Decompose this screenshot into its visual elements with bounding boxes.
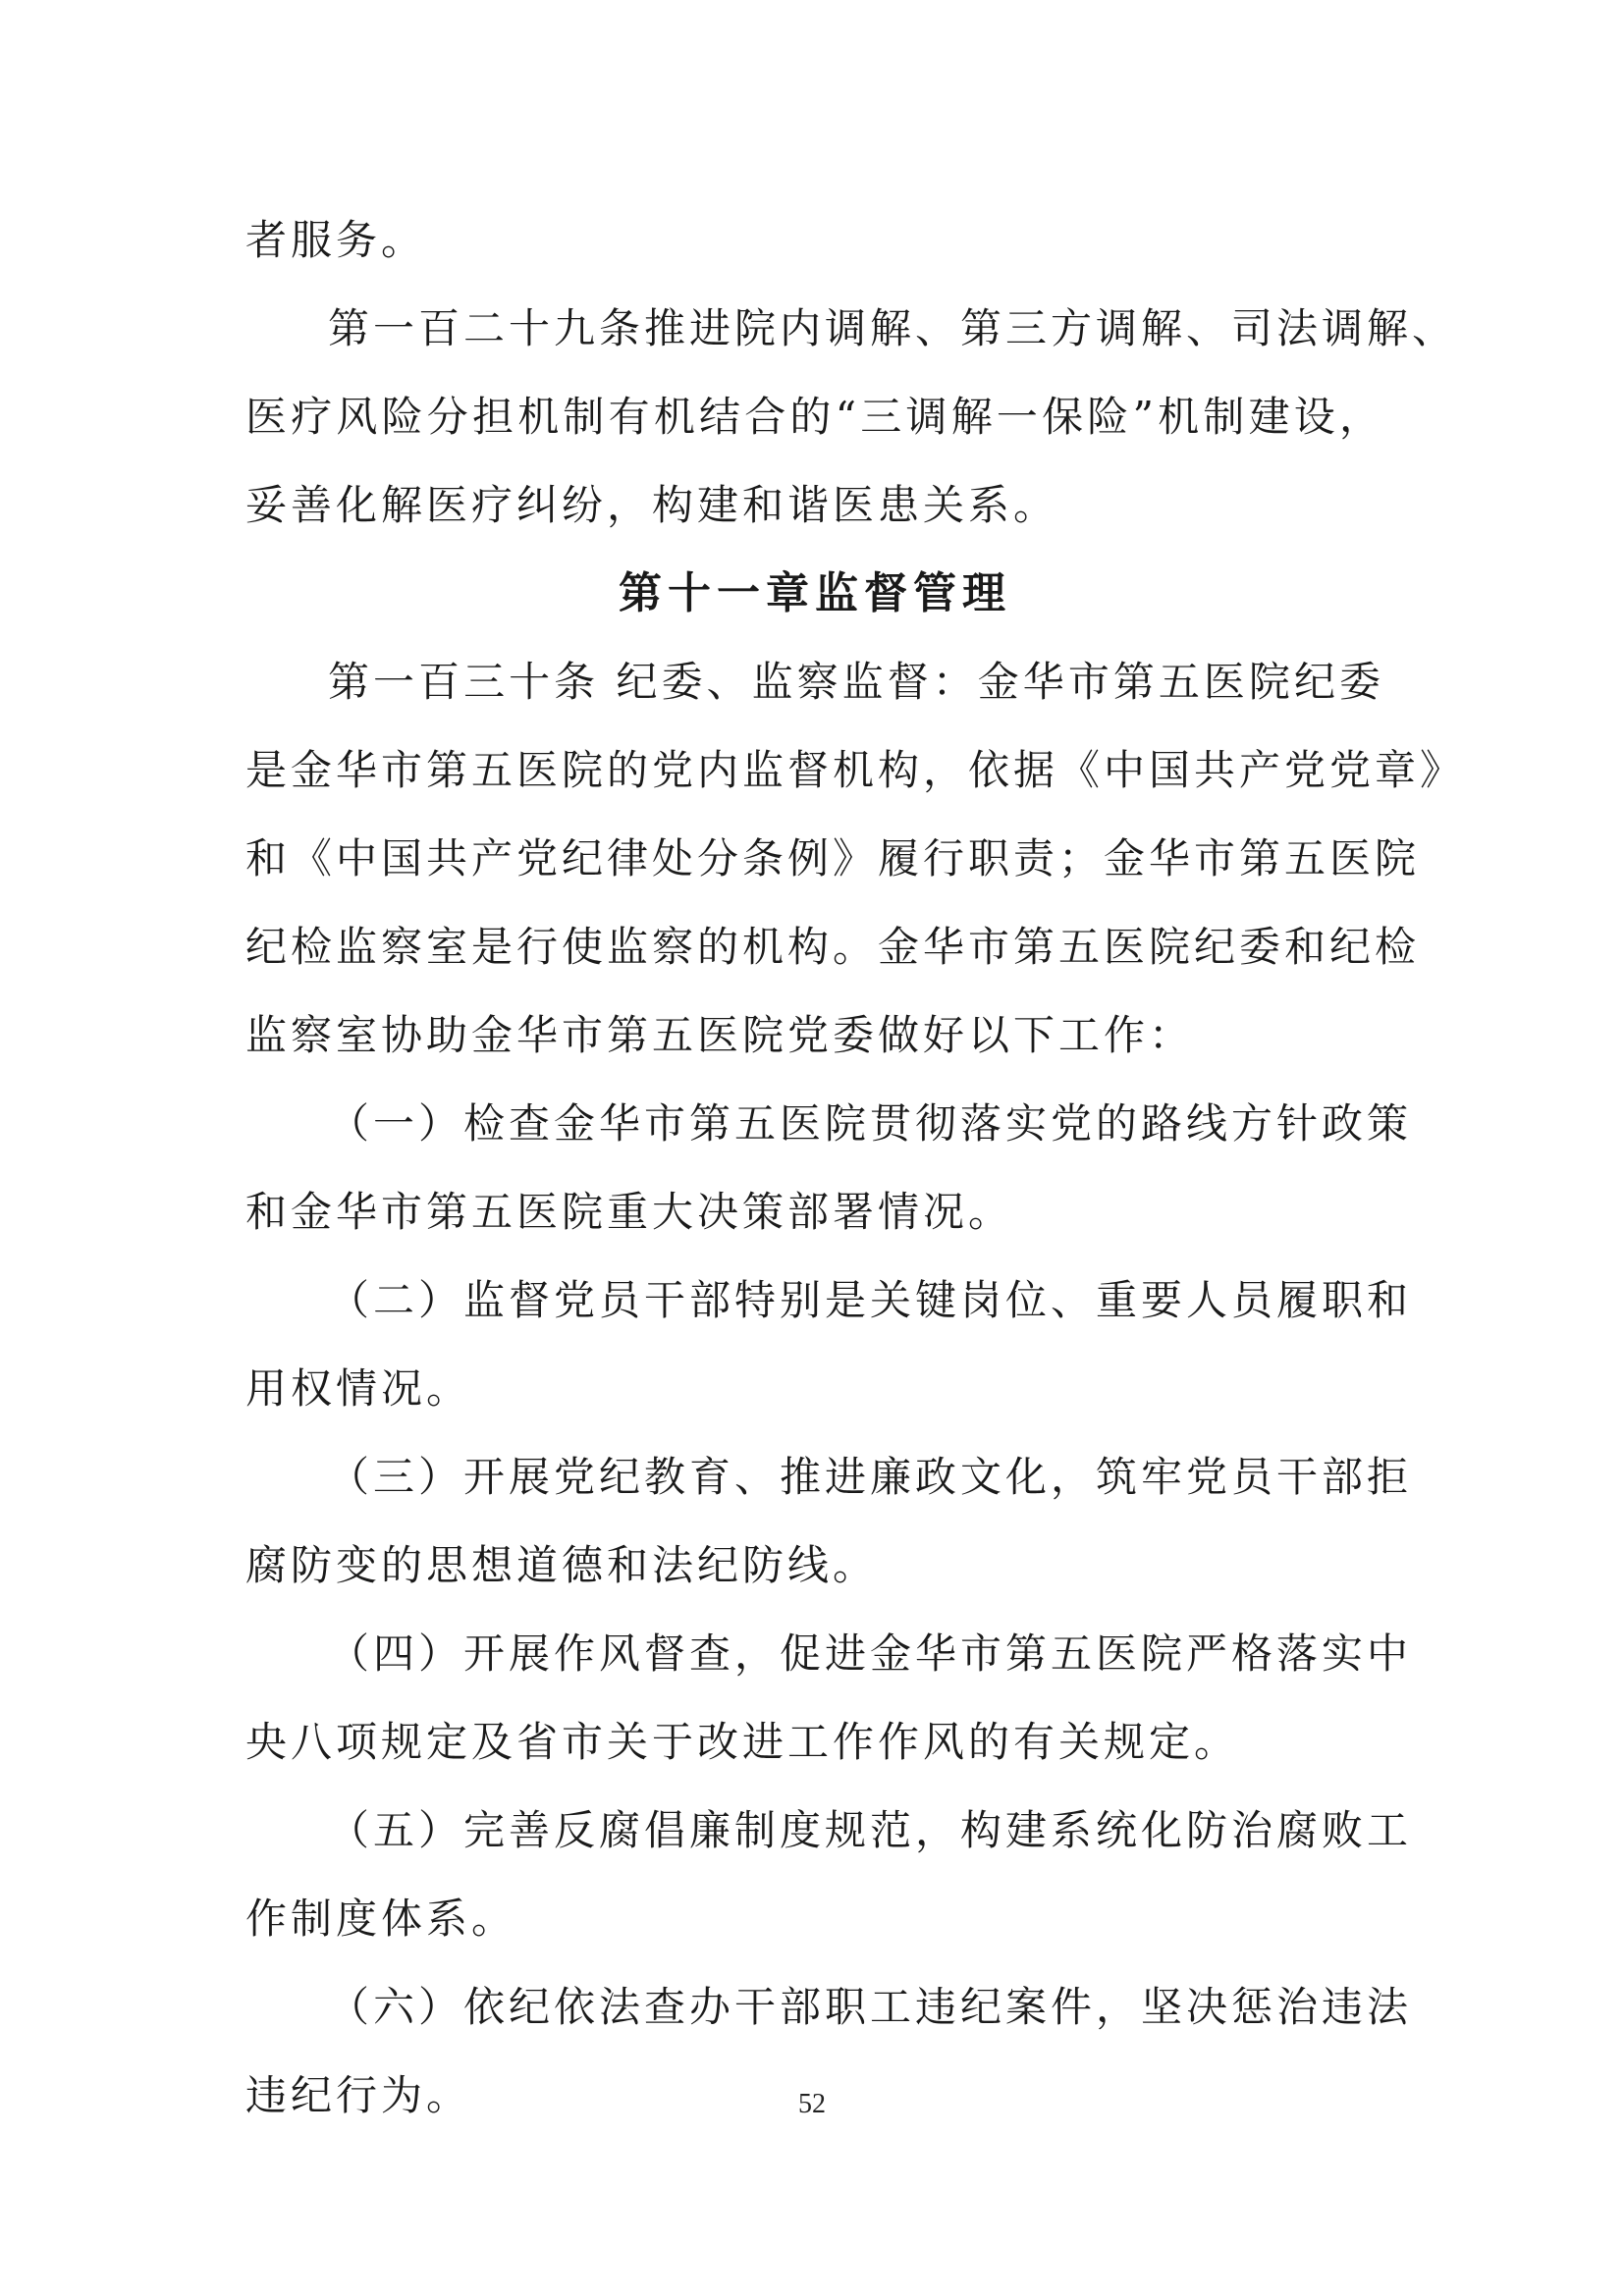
text-line: （一）检查金华市第五医院贯彻落实党的路线方针政策 (328, 1099, 1413, 1148)
text-line: 腐防变的思想道德和法纪防线。 (245, 1541, 879, 1589)
text-line: （六）依纪依法查办干部职工违纪案件，坚决惩治违法 (328, 1983, 1413, 2031)
text-line: 是金华市第五医院的党内监督机构，依据《中国共产党党章》 (245, 746, 1466, 794)
text-line: 作制度体系。 (245, 1895, 517, 1943)
text-line: 妥善化解医疗纠纷，构建和谐医患关系。 (245, 481, 1059, 529)
text-line: 第一百三十条 纪委、监察监督：金华市第五医院纪委 (328, 658, 1384, 706)
text-line: （三）开展党纪教育、推进廉政文化，筑牢党员干部拒 (328, 1453, 1413, 1501)
text-line: （二）监督党员干部特别是关键岗位、重要人员履职和 (328, 1276, 1413, 1324)
document-body (245, 196, 1466, 2140)
text-line: 违纪行为。 (245, 2071, 472, 2119)
text-line: 者服务。 (245, 216, 427, 264)
text-line: 用权情况。 (245, 1364, 472, 1413)
text-line: 监察室协助金华市第五医院党委做好以下工作： (245, 1011, 1195, 1059)
page-number: 52 (798, 2089, 826, 2119)
text-line: 和《中国共产党纪律处分条例》履行职责；金华市第五医院 (245, 834, 1421, 882)
text-line: （四）开展作风督查，促进金华市第五医院严格落实中 (328, 1629, 1413, 1678)
text-line: 第一百二十九条推进院内调解、第三方调解、司法调解、 (328, 304, 1458, 352)
text-line: 央八项规定及省市关于改进工作作风的有关规定。 (245, 1718, 1240, 1766)
text-line: （五）完善反腐倡廉制度规范，构建系统化防治腐败工 (328, 1806, 1413, 1854)
chapter-heading: 第十一章监督管理 (619, 568, 1011, 618)
text-line: 医疗风险分担机制有机结合的“三调解一保险”机制建设， (245, 393, 1384, 441)
text-line: 纪检监察室是行使监察的机构。金华市第五医院纪委和纪检 (245, 923, 1421, 971)
text-line: 和金华市第五医院重大决策部署情况。 (245, 1188, 1014, 1236)
